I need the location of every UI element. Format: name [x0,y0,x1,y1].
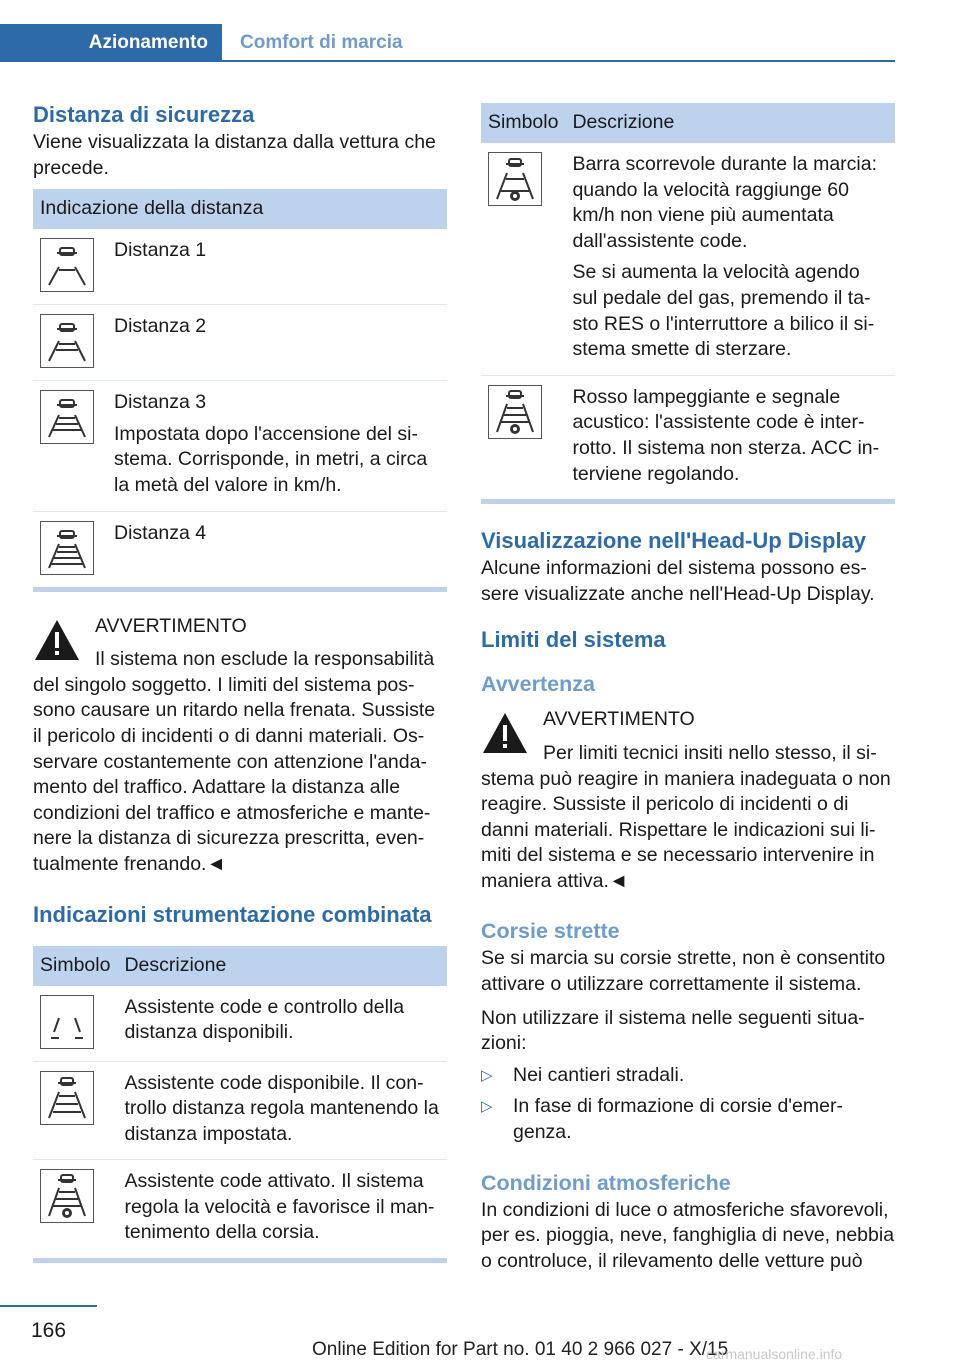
chapter-tab-active [0,24,222,62]
table-row [33,305,447,381]
list-item-text: Nei cantieri stradali. [513,1063,685,1086]
warning-block [481,707,895,894]
symbol-description: Rosso lampeggiante e segnale acustico: l'assistente code è inter-rotto. Il sistema non sterza. ACC in-terviene regolando. [572,385,880,485]
section-title-instrument-cluster: Indicazioni strumentazione combinata [33,901,432,927]
symbol-description: Barra scorrevole durante la marcia: quando la velocità raggiunge 60 km/h non viene più aumentata dall'assistente code. [572,153,877,252]
chapter-tab-inactive: Comfort di marcia [240,32,403,53]
col-header-description: Descrizione [117,946,447,986]
subsection-title-warning: Avvertenza [481,672,595,697]
section-title-safety-distance: Distanza di sicurezza [33,102,255,127]
distance-label: Distanza 3 [114,391,207,414]
symbol-description: Assistente code disponibile. Il con-trollo distanza regola mantenendo la distanza impostata. [124,1071,439,1145]
distance-table [33,189,447,586]
warning-triangle-icon [33,618,81,662]
subsection-title-narrow-lanes: Corsie strette [481,919,620,944]
warning-block [33,614,447,878]
table-row [33,1061,447,1160]
table-end-rule [33,1258,447,1263]
table-row [33,511,447,587]
distance-4-icon [40,521,94,575]
table-row [481,143,895,375]
header-rule [222,60,895,62]
warning-triangle-icon [481,711,529,755]
bullet-triangle-icon: ▷ [481,1098,493,1116]
list-item-text: In fase di formazione di corsie d'emer-genza. [513,1095,843,1144]
distance-label: Distanza 4 [114,521,207,544]
col-header-symbol: Simbolo [481,103,565,143]
chapter-tab-label: Azionamento [88,32,208,54]
distance-note: Impostata dopo l'accensione del si-stema. Corrisponde, in metri, a circa la metà del valore in km/h. [114,422,428,496]
narrow-lanes-text: Non utilizzare il sistema nelle seguenti situa-zioni: [481,1006,865,1055]
steering-red-flash-icon [488,385,542,439]
section-title-system-limits: Limiti del sistema [481,627,666,653]
steering-bar-icon [488,152,542,206]
list-item [481,1063,895,1089]
warning-text: Il sistema non esclude la responsabilità del singolo soggetto. I limiti del sistema pos-sono causare un ritardo nella frenata. Sussiste il pericolo di incidenti o di danni materiali. Os-servare costantemente con attenzione l'anda-mento del traffico. Adattare la distanza alle condizioni del traffico e atmosferiche e mante-nere la distanza di sicurezza prescritta, even-tualmente frenando.◄ [33,648,436,875]
right-column [481,103,895,1274]
narrow-lanes-list [481,1063,895,1146]
warning-text: Per limiti tecnici insiti nello stesso, il si-stema può reagire in maniera inadeguata o non reagire. Sussiste il pericolo di incidenti o di danni materiali. Rispettare le indicazioni sui li-miti del sistema e se necessario intervenire in maniera attiva.◄ [481,741,891,892]
distance-label: Distanza 1 [114,239,207,262]
table-end-rule [33,587,447,592]
distance-label: Distanza 2 [114,315,207,338]
traffic-jam-available-icon [40,1071,94,1125]
col-header-symbol: Simbolo [33,946,117,986]
distance-3-icon [40,390,94,444]
bullet-triangle-icon: ▷ [481,1066,493,1084]
table-row [33,986,447,1062]
hud-text: Alcune informazioni del sistema possono es-sere visualizzate anche nell'Head-Up Display. [481,557,875,605]
list-item [481,1094,895,1145]
section-title-hud: Visualizzazione nell'Head-Up Display [481,528,867,554]
table-row [33,381,447,511]
table-row [33,1160,447,1258]
symbol-description: Assistente code e controllo della distanza disponibili. [124,995,405,1044]
warning-title: AVVERTIMENTO [95,614,247,637]
left-column [33,100,447,1263]
watermark: carmanualsonline.info [706,1346,843,1362]
lane-lines-icon [40,995,94,1049]
table-row [33,229,447,305]
steering-symbol-table [481,103,895,499]
page-number: 166 [30,1319,67,1342]
footer-rule [0,1305,97,1307]
distance-2-icon [40,314,94,368]
subsection-title-weather: Condizioni atmosferiche [481,1170,731,1195]
footer-edition: Online Edition for Part no. 01 40 2 966 027 - X/15 [312,1339,729,1360]
traffic-jam-active-icon [40,1169,94,1223]
symbol-note: Se si aumenta la velocità agendo sul pedale del gas, premendo il ta-sto RES o l'interruttore a bilico il si-stema smette di sterzare. [572,261,875,361]
distance-1-icon [40,238,94,292]
weather-text: In condizioni di luce o atmosferiche sfavorevoli, per es. pioggia, neve, fanghiglia di neve, nebbia o controluce, il rilevamento delle vetture può [481,1198,895,1272]
col-header-description: Descrizione [565,103,895,143]
distance-table-header: Indicazione della distanza [33,189,447,229]
narrow-lanes-text: Se si marcia su corsie strette, non è consentito attivare o utilizzare correttamente il sistema. [481,947,886,996]
symbol-description: Assistente code attivato. Il sistema regola la velocità e favorisce il man-tenimento della corsia. [124,1170,435,1244]
cluster-symbol-table [33,946,447,1259]
table-row [481,375,895,499]
table-end-rule [481,499,895,504]
section-intro: Viene visualizzata la distanza dalla vettura che precede. [33,131,436,179]
warning-title: AVVERTIMENTO [543,708,695,731]
